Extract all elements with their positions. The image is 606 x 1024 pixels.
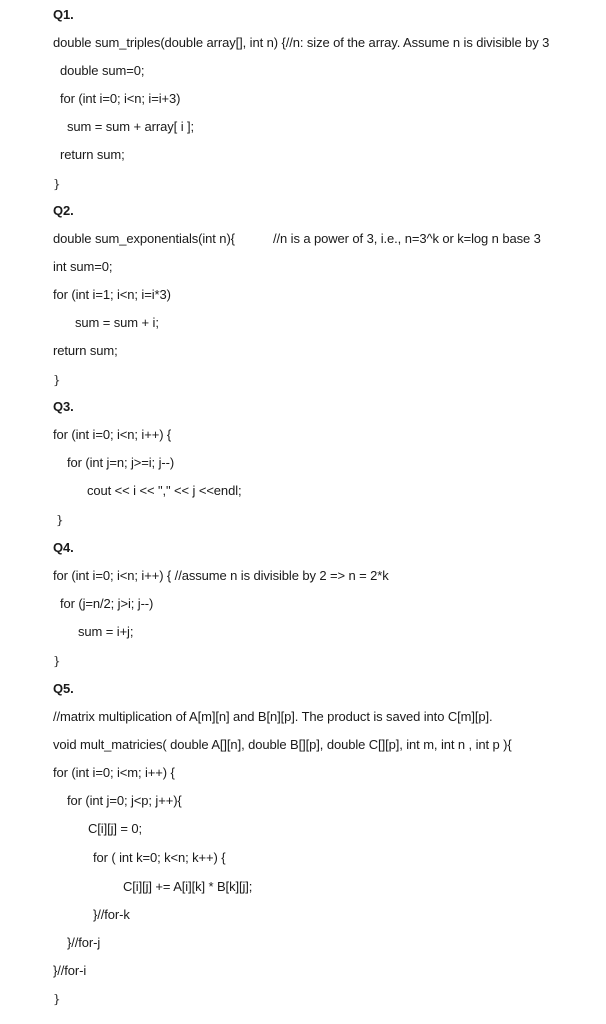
q5-close-brace: } (53, 992, 61, 1006)
q2-signature: double sum_exponentials(int n){ (53, 231, 235, 246)
q1-close-brace: } (53, 177, 61, 191)
q3-outer-loop: for (int i=0; i<n; i++) { (53, 427, 172, 442)
q2-heading: Q2. (53, 203, 74, 218)
q4-heading: Q4. (53, 540, 74, 555)
q5-loop-i: for (int i=0; i<m; i++) { (53, 765, 175, 780)
q5-init: C[i][j] = 0; (88, 821, 143, 836)
q2-loop: for (int i=1; i<n; i=i*3) (53, 287, 171, 302)
q2-comment: //n is a power of 3, i.e., n=3^k or k=log n base 3 (273, 231, 541, 246)
q2-return: return sum; (53, 343, 118, 358)
q1-loop: for (int i=0; i<n; i=i+3) (60, 91, 181, 106)
q1-signature: double sum_triples(double array[], int n) {//n: size of the array. Assume n is divisible by 3 (53, 35, 550, 50)
q5-loop-k: for ( int k=0; k<n; k++) { (93, 850, 226, 865)
q1-body: sum = sum + array[ i ]; (67, 119, 195, 134)
q4-close-brace: } (53, 654, 61, 668)
q5-accum: C[i][j] += A[i][k] * B[k][j]; (123, 879, 253, 894)
q5-loop-j: for (int j=0; j<p; j++){ (67, 793, 182, 808)
q2-close-brace: } (53, 373, 61, 387)
q3-inner-loop: for (int j=n; j>=i; j--) (67, 455, 175, 470)
q3-body: cout << i << "," << j <<endl; (87, 483, 242, 498)
q1-decl: double sum=0; (60, 63, 145, 78)
q1-heading: Q1. (53, 7, 74, 22)
q5-signature: void mult_matricies( double A[][n], double B[][p], double C[][p], int m, int n , int p ){ (53, 737, 512, 752)
q1-return: return sum; (60, 147, 125, 162)
q5-heading: Q5. (53, 681, 74, 696)
q4-inner-loop: for (j=n/2; j>i; j--) (60, 596, 154, 611)
q4-outer-loop: for (int i=0; i<n; i++) { //assume n is divisible by 2 => n = 2*k (53, 568, 389, 583)
q5-comment: //matrix multiplication of A[m][n] and B[n][p]. The product is saved into C[m][p]. (53, 709, 493, 724)
q2-body: sum = sum + i; (75, 315, 159, 330)
q5-end-i: }//for-i (53, 963, 87, 978)
q3-heading: Q3. (53, 399, 74, 414)
q5-end-k: }//for-k (93, 907, 130, 922)
q5-end-j: }//for-j (67, 935, 101, 950)
q2-decl: int sum=0; (53, 259, 113, 274)
q4-body: sum = i+j; (78, 624, 134, 639)
q3-close-brace: } (56, 513, 64, 527)
